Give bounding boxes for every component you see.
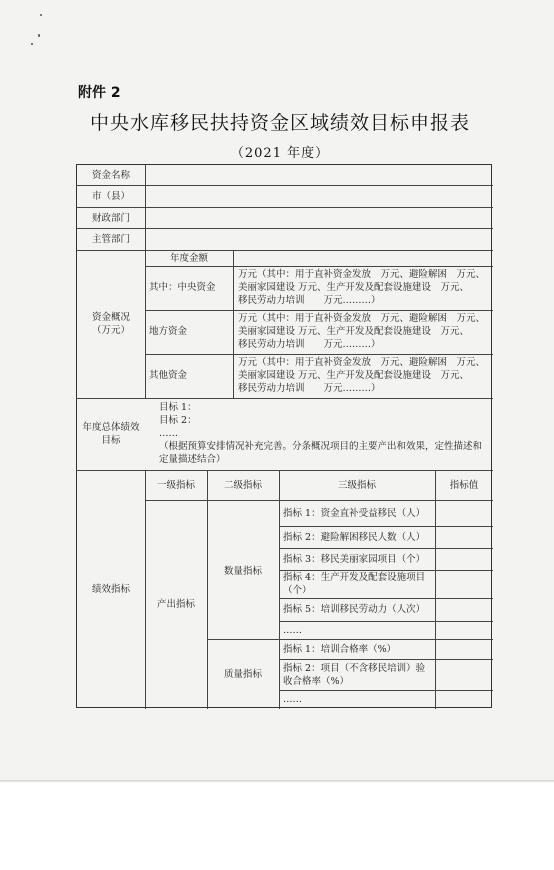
grid-line <box>279 470 280 709</box>
grid-line <box>145 165 146 398</box>
grid-line <box>279 548 493 549</box>
document-year: （2021 年度） <box>230 146 330 161</box>
quality-indicator-item: 指标 2：项目（不含移民培训）验收合格率（%） <box>283 663 426 687</box>
indicators-label: 绩效指标 <box>91 584 130 595</box>
goal-note: （根据预算安排情况补充完善。分条概况项目的主要产出和效果，定性描述和定量描述结合） <box>159 441 483 465</box>
grid-line <box>435 470 436 709</box>
goal-2: 目标 2： <box>159 415 197 426</box>
grid-line <box>77 228 493 229</box>
quality-indicator-item: …… <box>283 694 302 705</box>
local-fund-detail: 移民劳动力培训 万元………） <box>238 339 381 350</box>
attachment-label: 附件 2 <box>78 85 121 101</box>
scan-speck <box>38 34 40 37</box>
central-fund-detail: 美丽家园建设 万元、生产开发及配套设施建设 万元、 <box>238 282 470 293</box>
central-fund-label: 其中：中央资金 <box>149 282 216 293</box>
grid-line <box>77 250 493 251</box>
fund-overview-label: 资金概况（万元） <box>91 312 130 336</box>
grid-line <box>279 621 493 622</box>
grid-line <box>279 526 493 527</box>
scan-speck <box>31 43 33 45</box>
finance-dept-label: 财政部门 <box>91 213 130 224</box>
quantity-indicator-item: 指标 4：生产开发及配套设施项目（个） <box>283 572 426 596</box>
other-fund-detail: 移民劳动力培训 万元………） <box>238 383 381 394</box>
quality-indicator-item: 指标 1：培训合格率（%） <box>283 644 397 655</box>
grid-line <box>279 690 493 691</box>
goal-ellipsis: …… <box>159 428 178 439</box>
other-fund-label: 其他资金 <box>149 370 188 381</box>
central-fund-detail: 移民劳动力培训 万元………） <box>238 295 381 306</box>
competent-dept-label: 主管部门 <box>91 234 130 245</box>
overall-goal-label: 年度总体绩效目标 <box>82 422 140 446</box>
document-title: 中央水库移民扶持资金区域绩效目标申报表 <box>89 112 470 134</box>
grid-line <box>207 639 493 640</box>
other-fund-detail: 万元（其中：用于直补资金发放 万元、避险解困 万元、 <box>238 357 486 368</box>
local-fund-detail: 万元（其中：用于直补资金发放 万元、避险解困 万元、 <box>238 313 486 324</box>
quantity-indicator-item: 指标 2：避险解困移民人数（人） <box>283 532 426 543</box>
header-level2: 二级指标 <box>223 480 262 491</box>
grid-line <box>77 470 493 471</box>
page-edge <box>0 780 554 783</box>
scan-speck <box>40 14 42 16</box>
other-fund-detail: 美丽家园建设 万元、生产开发及配套设施建设 万元、 <box>238 370 470 381</box>
grid-line <box>77 185 493 186</box>
output-indicator-label: 产出指标 <box>156 599 195 610</box>
quantity-indicator-item: 指标 5：培训移民劳动力（人次） <box>283 604 426 615</box>
application-form-table <box>76 164 492 708</box>
grid-line <box>77 207 493 208</box>
goal-1: 目标 1： <box>159 402 197 413</box>
city-county-label: 市（县） <box>91 191 130 202</box>
grid-line <box>233 250 234 398</box>
grid-line <box>279 659 493 660</box>
local-fund-detail: 美丽家园建设 万元、生产开发及配套设施建设 万元、 <box>238 326 470 337</box>
header-level1: 一级指标 <box>156 480 195 491</box>
grid-line <box>145 354 493 355</box>
quantity-indicator-label: 数量指标 <box>223 566 262 577</box>
grid-line <box>279 598 493 599</box>
quantity-indicator-item: 指标 3：移民美丽家园项目（个） <box>283 554 426 565</box>
quality-indicator-label: 质量指标 <box>223 669 262 680</box>
quantity-indicator-item: 指标 1：资金直补受益移民（人） <box>283 508 426 519</box>
grid-line <box>145 500 493 501</box>
grid-line <box>145 310 493 311</box>
grid-line <box>145 266 493 267</box>
fund-name-label: 资金名称 <box>91 170 130 181</box>
annual-amount-header: 年度金额 <box>169 253 208 264</box>
grid-line <box>145 470 146 709</box>
central-fund-detail: 万元（其中：用于直补资金发放 万元、避险解困 万元、 <box>238 269 486 280</box>
header-value: 指标值 <box>449 480 479 491</box>
quantity-indicator-item: …… <box>283 625 302 636</box>
header-level3: 三级指标 <box>337 480 376 491</box>
grid-line <box>77 398 493 399</box>
local-fund-label: 地方资金 <box>149 326 188 337</box>
